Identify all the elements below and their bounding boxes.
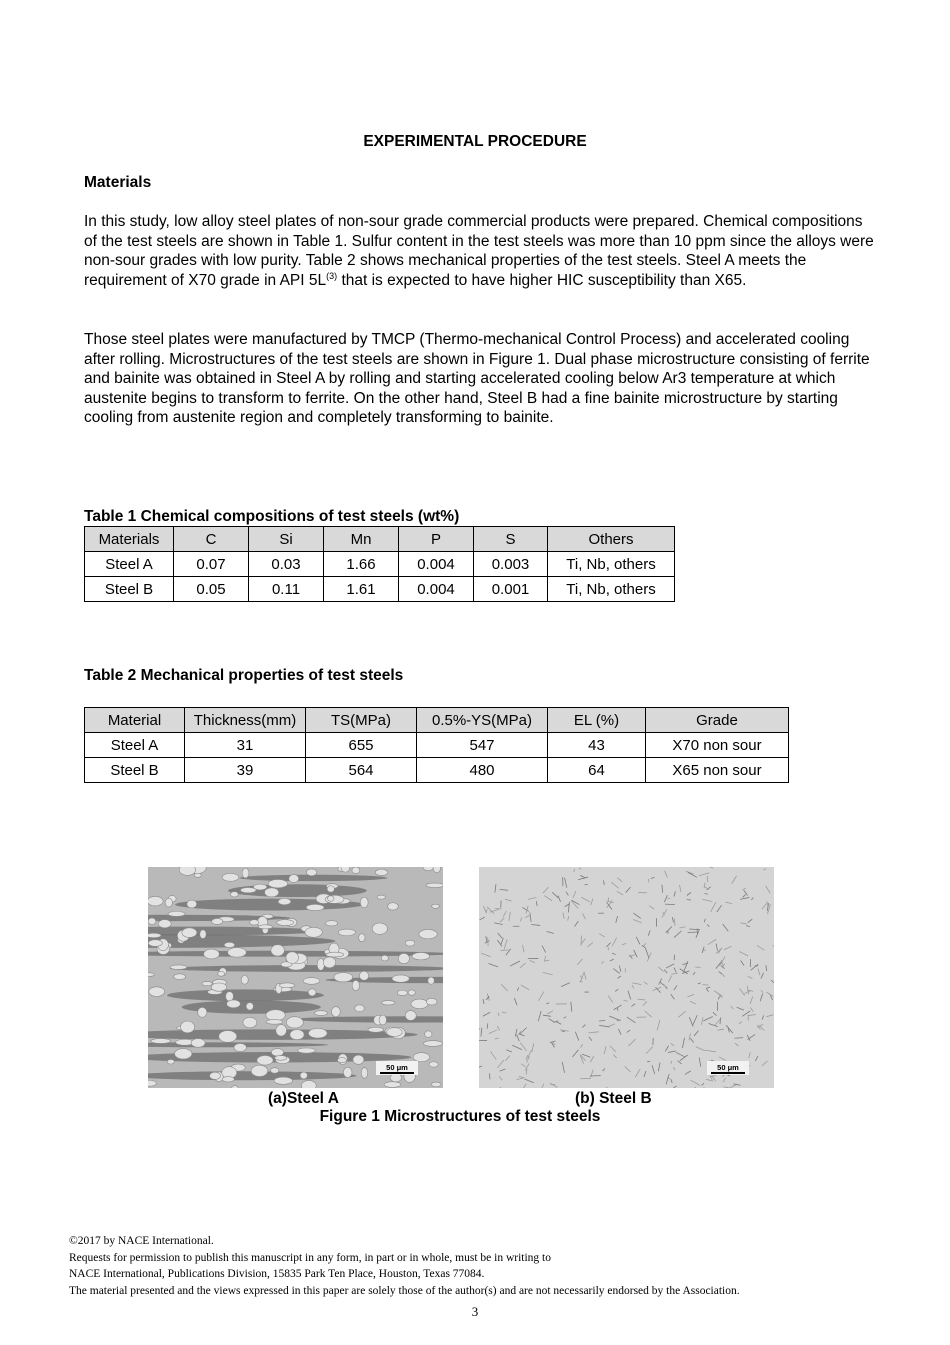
table1-cell: 1.66 xyxy=(324,552,399,577)
table2-caption: Table 2 Mechanical properties of test steels xyxy=(84,667,404,684)
table1-header-row xyxy=(85,527,675,552)
table2-row xyxy=(85,733,789,758)
scale-bar-a-label: 50 μm xyxy=(386,1063,408,1072)
table1-cell: 0.001 xyxy=(474,577,548,602)
table2-cell: 43 xyxy=(548,733,646,758)
table2-header-cell: Thickness(mm) xyxy=(185,708,306,733)
table2-cell: Steel A xyxy=(85,733,185,758)
table1-cell: 0.003 xyxy=(474,552,548,577)
table2-cell: X65 non sour xyxy=(646,758,789,783)
figure-label-b: (b) Steel B xyxy=(575,1090,652,1107)
paragraph-1 xyxy=(84,212,874,290)
table1-header-cell: Mn xyxy=(324,527,399,552)
scale-bar-b xyxy=(707,1061,749,1075)
table2-cell: 64 xyxy=(548,758,646,783)
table2-cell: X70 non sour xyxy=(646,733,789,758)
micrograph-steel-b xyxy=(479,867,774,1088)
table1-cell: 0.05 xyxy=(174,577,249,602)
paragraph-1-text: In this study, low alloy steel plates of non-sour grade commercial products were prepared. Chemical compositions of the test steels are shown in Table 1. Sulfur content in the test steels was more than 10 ppm since the alloys were non-sour grades with low purity. Table 2 shows mechanical properties of the test steels. Steel A meets the requirement of X70 grade in API 5L xyxy=(84,213,874,289)
table1-row xyxy=(85,552,675,577)
table2-row xyxy=(85,758,789,783)
footer-permission: Requests for permission to publish this manuscript in any form, in part or in whole, must be in writing to xyxy=(69,1251,551,1264)
table1 xyxy=(84,526,675,602)
table2-cell: 480 xyxy=(417,758,548,783)
scale-bar-a xyxy=(376,1061,418,1075)
table1-header-cell: P xyxy=(399,527,474,552)
table2-cell: 31 xyxy=(185,733,306,758)
table2-cell: 655 xyxy=(306,733,417,758)
subsection-heading: Materials xyxy=(84,174,152,191)
table2 xyxy=(84,707,789,783)
table2-header-cell: Grade xyxy=(646,708,789,733)
table1-cell: 0.03 xyxy=(249,552,324,577)
page-number: 3 xyxy=(471,1304,479,1319)
table1-cell: 1.61 xyxy=(324,577,399,602)
table1-cell: Ti, Nb, others xyxy=(548,577,675,602)
table2-header-cell: TS(MPa) xyxy=(306,708,417,733)
table1-row xyxy=(85,577,675,602)
table1-cell: Steel A xyxy=(85,552,174,577)
footer-address: NACE International, Publications Division, 15835 Park Ten Place, Houston, Texas 77084. xyxy=(69,1268,485,1280)
paragraph-1-text-end: that is expected to have higher HIC susceptibility than X65. xyxy=(337,271,747,289)
table2-header-cell: EL (%) xyxy=(548,708,646,733)
table2-cell: 564 xyxy=(306,758,417,783)
table1-cell: 0.07 xyxy=(174,552,249,577)
footer-copyright: ©2017 by NACE International. xyxy=(69,1235,214,1247)
table2-header-cell: 0.5%-YS(MPa) xyxy=(417,708,548,733)
table2-header-row xyxy=(85,708,789,733)
table2-cell: Steel B xyxy=(85,758,185,783)
table1-cell: Steel B xyxy=(85,577,174,602)
paragraph-2: Those steel plates were manufactured by TMCP (Thermo-mechanical Control Process) and accelerated cooling after rolling. Microstructures of the test steels are shown in Figure 1. Dual phase microstructure consisting of ferrite and bainite was obtained in Steel A by rolling and starting accelerated cooling below Ar3 temperature at which austenite begins to transform to ferrite. On the other hand, Steel B had a fine bainite microstructure by starting cooling from austenite region and completely transforming to bainite. xyxy=(84,331,870,426)
micrograph-steel-a xyxy=(148,867,443,1088)
figure-label-a: (a)Steel A xyxy=(268,1090,339,1107)
table1-header-cell: Si xyxy=(249,527,324,552)
reference-superscript: (3) xyxy=(326,270,338,281)
footer xyxy=(69,1233,740,1299)
footer-disclaimer: The material presented and the views expressed in this paper are solely those of the author(s) and are not necessarily endorsed by the Association. xyxy=(69,1284,740,1297)
table1-cell: 0.004 xyxy=(399,577,474,602)
table2-cell: 547 xyxy=(417,733,548,758)
table1-cell: Ti, Nb, others xyxy=(548,552,675,577)
table1-cell: 0.004 xyxy=(399,552,474,577)
figure1-caption: Figure 1 Microstructures of test steels xyxy=(319,1108,601,1125)
table2-header-cell: Material xyxy=(85,708,185,733)
table1-header-cell: Materials xyxy=(85,527,174,552)
table1-header-cell: S xyxy=(474,527,548,552)
table2-cell: 39 xyxy=(185,758,306,783)
table1-header-cell: Others xyxy=(548,527,675,552)
section-heading: EXPERIMENTAL PROCEDURE xyxy=(363,133,587,150)
table1-header-cell: C xyxy=(174,527,249,552)
table1-caption: Table 1 Chemical compositions of test steels (wt%) xyxy=(84,508,460,525)
table1-cell: 0.11 xyxy=(249,577,324,602)
scale-bar-b-label: 50 μm xyxy=(717,1063,739,1072)
